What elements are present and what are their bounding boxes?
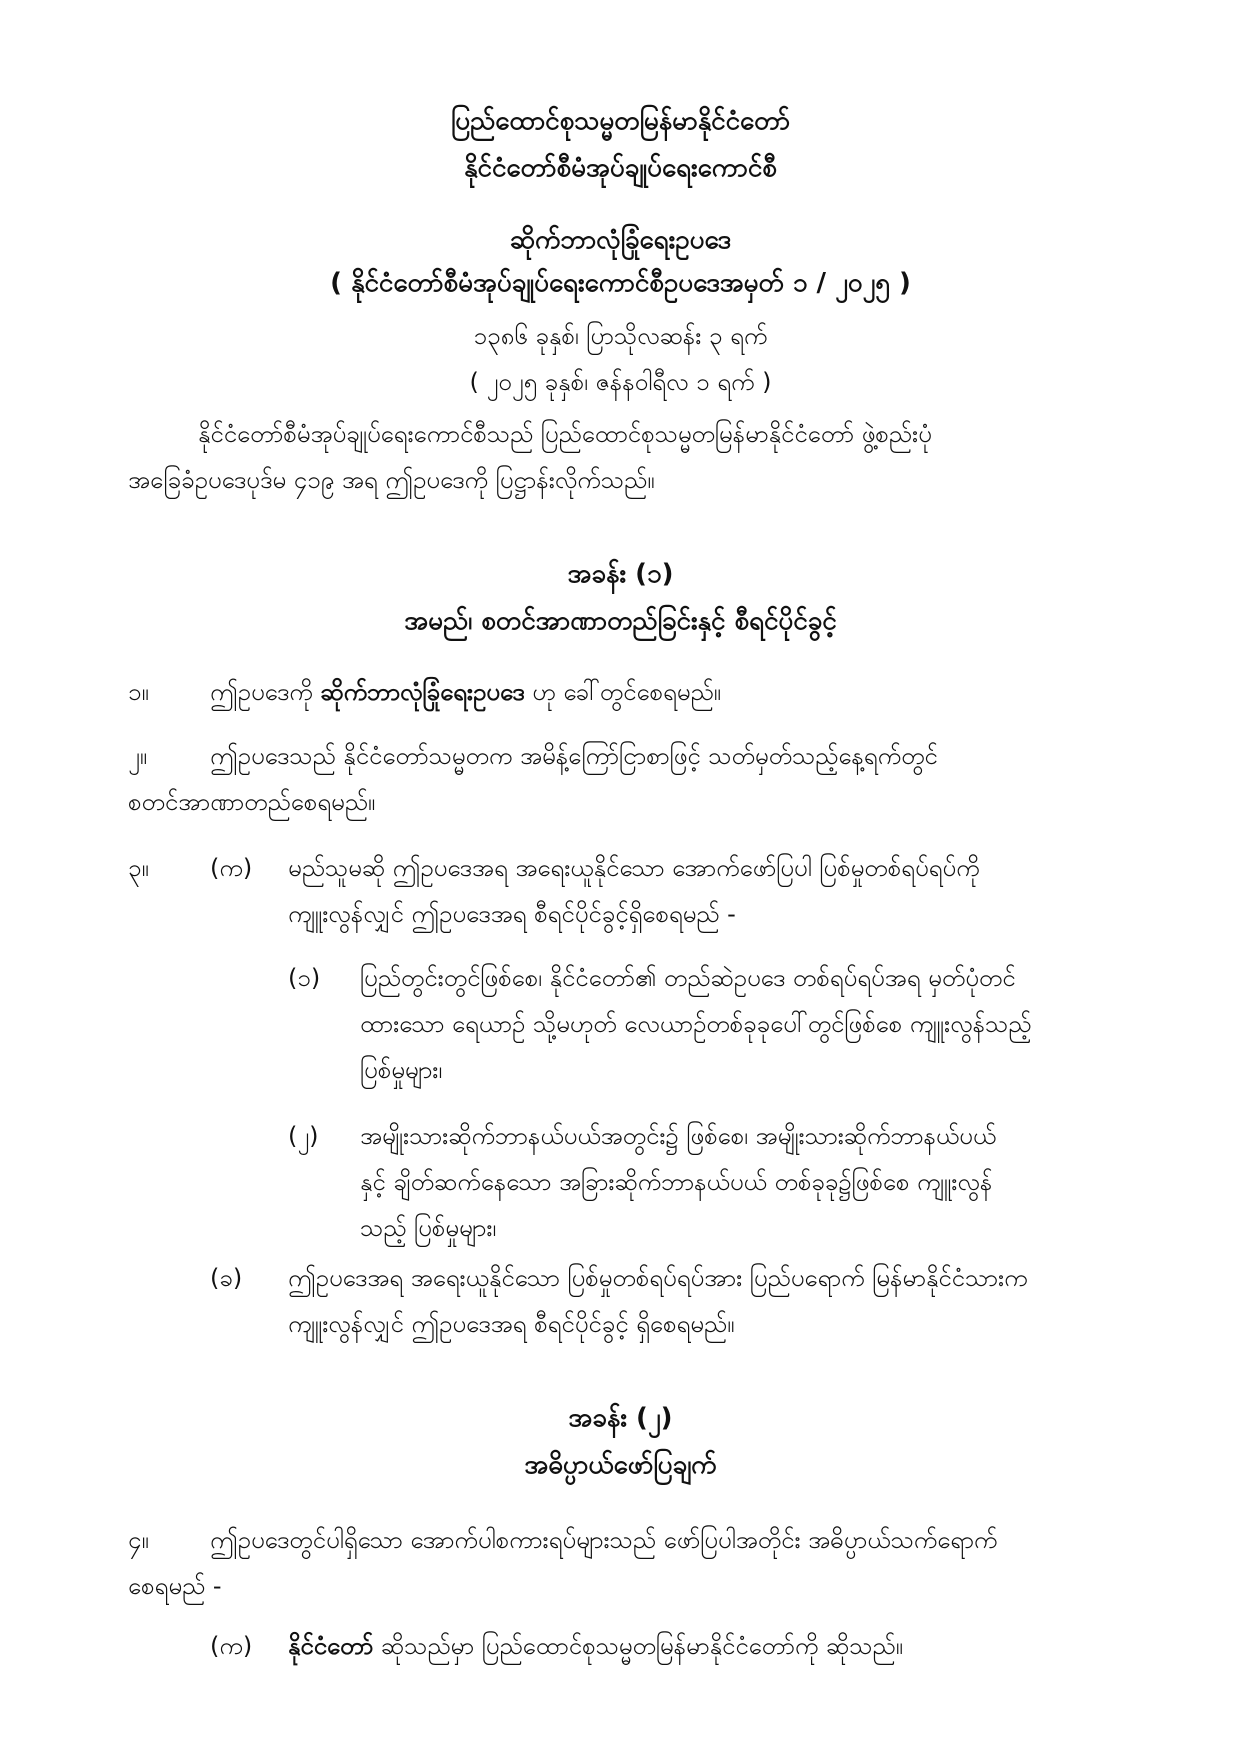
section-1-pre: ဤဥပဒေကို	[210, 678, 321, 706]
chapter-2-label: အခန်း (၂)	[568, 1403, 673, 1433]
header-country: ပြည်ထောင်စုသမ္မတမြန်မာနိုင်ငံတော်	[450, 106, 791, 136]
section-4a-definition: ဆိုသည်မှာ ပြည်ထောင်စုသမ္မတမြန်မာနိုင်ငံတော်ကို ဆိုသည်။	[373, 1632, 903, 1660]
section-3a2-label: (၂)	[288, 1122, 319, 1150]
section-3a-line-2: ကျူးလွန်လျှင် ဤဥပဒေအရ စီရင်ပိုင်ခွင့်ရှိစေရမည် -	[288, 900, 736, 928]
section-3a2-line-2: နှင့် ချိတ်ဆက်နေသော အခြားဆိုက်ဘာနယ်ပယ် တစ်ခုခု၌ဖြစ်စေ ကျူးလွန်	[360, 1168, 993, 1196]
date-myanmar: ၁၃၈၆ ခုနှစ်၊ ပြာသိုလဆန်း ၃ ရက်	[473, 322, 768, 350]
law-number: ( နိုင်ငံတော်စီမံအုပ်ချုပ်ရေးကောင်စီဥပဒေအမှတ် ၁ / ၂၀၂၅ )	[330, 268, 911, 298]
chapter-1-title: အမည်၊ စတင်အာဏာတည်ခြင်းနှင့် စီရင်ပိုင်ခွင့်	[404, 606, 837, 636]
section-3b-line-2: ကျူးလွန်လျှင် ဤဥပဒေအရ စီရင်ပိုင်ခွင့် ရှိစေရမည်။	[288, 1310, 735, 1338]
section-3b-line-1: ဤဥပဒေအရ အရေးယူနိုင်သော ပြစ်မှုတစ်ရပ်ရပ်အား ပြည်ပရောက် မြန်မာနိုင်ငံသားက	[288, 1264, 1028, 1292]
header-council: နိုင်ငံတော်စီမံအုပ်ချုပ်ရေးကောင်စီ	[464, 153, 777, 183]
section-4a-term: နိုင်ငံတော်	[288, 1632, 374, 1660]
preamble-line-2: အခြေခံဥပဒေပုဒ်မ ၄၁၉ အရ ဤဥပဒေကို ပြဋ္ဌာန်းလိုက်သည်။	[128, 466, 655, 494]
section-3a-line-1: မည်သူမဆို ဤဥပဒေအရ အရေးယူနိုင်သော အောက်ဖော်ပြပါ ပြစ်မှုတစ်ရပ်ရပ်ကို	[288, 854, 980, 882]
section-1-post: ဟု ခေါ်တွင်စေရမည်။	[524, 678, 721, 706]
section-3a1-line-2: ထားသော ရေယာဉ် သို့မဟုတ် လေယာဉ်တစ်ခုခုပေါ်တွင်ဖြစ်စေ ကျူးလွန်သည့်	[360, 1010, 1032, 1038]
section-2-number: ၂။	[128, 742, 148, 770]
section-1-text	[210, 676, 721, 712]
section-1-law-name: ဆိုက်ဘာလုံခြုံရေးဥပဒေ	[320, 678, 525, 706]
chapter-1-label: အခန်း (၁)	[567, 559, 674, 589]
section-3a2-line-3: သည့် ပြစ်မှုများ၊	[360, 1214, 497, 1242]
chapter-2-title: အဓိပ္ပာယ်ဖော်ပြချက်	[524, 1450, 717, 1480]
section-2-line-1: ဤဥပဒေသည် နိုင်ငံတော်သမ္မတက အမိန့်ကြော်ငြာစာဖြင့် သတ်မှတ်သည့်နေ့ရက်တွင်	[210, 742, 938, 770]
section-2-line-2: စတင်အာဏာတည်စေရမည်။	[128, 788, 376, 816]
section-3a1-line-1: ပြည်တွင်းတွင်ဖြစ်စေ၊ နိုင်ငံတော်၏ တည်ဆဲဥပဒေ တစ်ရပ်ရပ်အရ မှတ်ပုံတင်	[360, 964, 1016, 992]
section-1-number: ၁။	[128, 678, 149, 706]
section-4a-label: (က)	[210, 1632, 253, 1660]
section-4-number: ၄။	[128, 1526, 149, 1554]
preamble-line-1: နိုင်ငံတော်စီမံအုပ်ချုပ်ရေးကောင်စီသည် ပြည်ထောင်စုသမ္မတမြန်မာနိုင်ငံတော် ဖွဲ့စည်းပုံ	[198, 420, 932, 448]
section-4-line-2: စေရမည် -	[128, 1572, 222, 1600]
date-gregorian: ( ၂၀၂၅ ခုနှစ်၊ ဇန်နဝါရီလ ၁ ရက် )	[469, 368, 772, 396]
section-4-line-1: ဤဥပဒေတွင်ပါရှိသော အောက်ပါစကားရပ်များသည် ဖော်ပြပါအတိုင်း အဓိပ္ပာယ်သက်ရောက်	[210, 1526, 998, 1554]
section-3a-label: (က)	[210, 854, 253, 882]
law-title: ဆိုက်ဘာလုံခြုံရေးဥပဒေ	[509, 225, 732, 255]
section-3-number: ၃။	[128, 854, 149, 882]
section-3a1-label: (၁)	[288, 964, 321, 992]
section-3a1-line-3: ပြစ်မှုများ၊	[360, 1056, 443, 1084]
section-3b-label: (ခ)	[210, 1264, 243, 1292]
section-3a2-line-1: အမျိုးသားဆိုက်ဘာနယ်ပယ်အတွင်း၌ ဖြစ်စေ၊ အမျိုးသားဆိုက်ဘာနယ်ပယ်	[360, 1122, 997, 1150]
section-4a-text	[288, 1630, 903, 1666]
